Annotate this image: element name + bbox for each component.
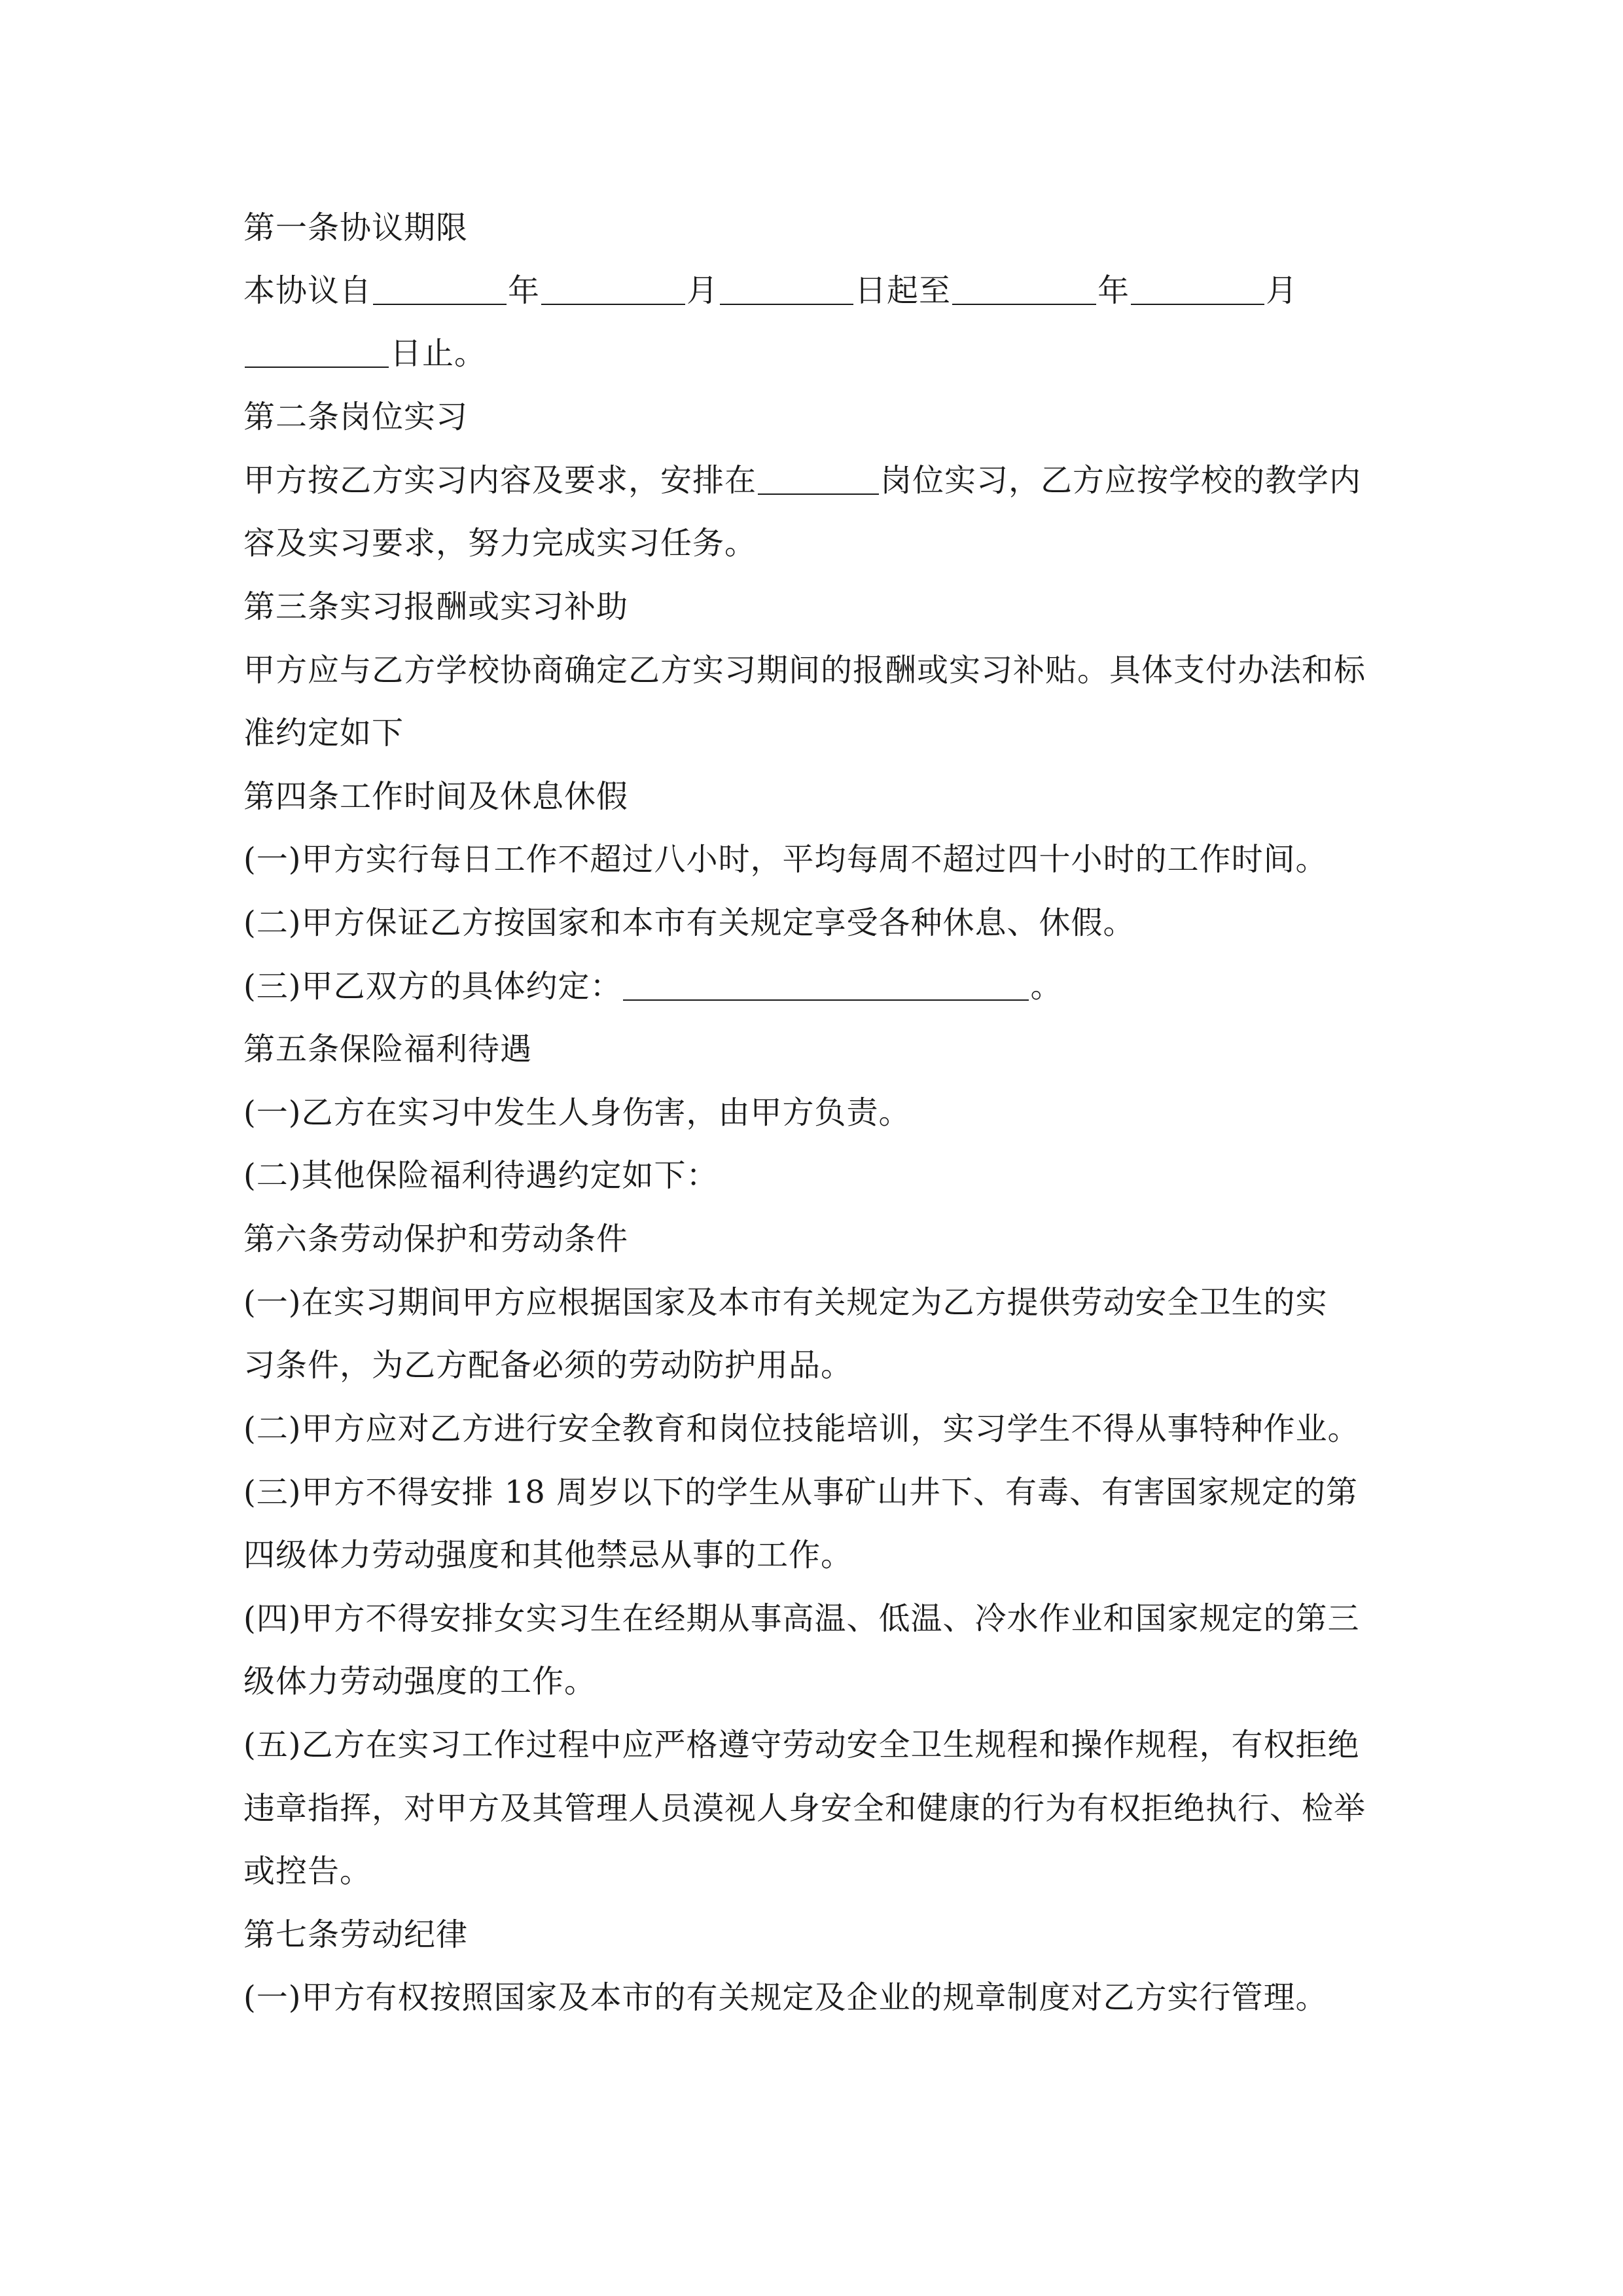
blank-field-start-month[interactable] bbox=[541, 278, 685, 305]
article-2-paragraph-line-1 bbox=[243, 461, 1361, 500]
text-segment: 年 bbox=[508, 272, 541, 309]
blank-field-end-year[interactable] bbox=[952, 278, 1096, 305]
text-segment: 日起至 bbox=[855, 272, 952, 309]
text-segment: 月 bbox=[687, 272, 719, 309]
text-segment: 本协议自 bbox=[243, 272, 372, 309]
article-6-item-4-line-1: (四)甲方不得安排女实习生在经期从事高温、低温、冷水作业和国家规定的第三 bbox=[243, 1600, 1360, 1637]
article-1-paragraph-line-2 bbox=[243, 334, 486, 373]
text-segment: (三)甲乙双方的具体约定： bbox=[243, 968, 622, 1005]
text-segment: 年 bbox=[1097, 272, 1130, 309]
article-6-item-5-line-2: 违章指挥，对甲方及其管理人员漠视人身安全和健康的行为有权拒绝执行、检举 bbox=[243, 1790, 1366, 1827]
article-6-title: 第六条劳动保护和劳动条件 bbox=[243, 1221, 629, 1257]
article-3-paragraph-line-2: 准约定如下 bbox=[243, 715, 404, 751]
text-segment: 甲方按乙方实习内容及要求，安排在 bbox=[243, 462, 757, 499]
blank-field-specific-agreement[interactable] bbox=[623, 973, 1029, 1001]
article-4-title: 第四条工作时间及休息休假 bbox=[243, 778, 629, 815]
blank-field-position[interactable] bbox=[758, 467, 879, 495]
article-4-item-2: (二)甲方保证乙方按国家和本市有关规定享受各种休息、休假。 bbox=[243, 905, 1135, 941]
article-6-item-2: (二)甲方应对乙方进行安全教育和岗位技能培训，实习学生不得从事特种作业。 bbox=[243, 1410, 1360, 1447]
article-7-title: 第七条劳动纪律 bbox=[243, 1916, 469, 1953]
article-6-item-4-line-2: 级体力劳动强度的工作。 bbox=[243, 1663, 597, 1700]
text-segment: 岗位实习，乙方应按学校的教学内 bbox=[880, 462, 1362, 499]
blank-field-start-day[interactable] bbox=[720, 278, 853, 305]
article-1-paragraph-line-1 bbox=[243, 271, 1298, 310]
text-segment: 日止。 bbox=[390, 335, 487, 372]
article-6-item-5-line-3: 或控告。 bbox=[243, 1853, 372, 1890]
article-5-title: 第五条保险福利待遇 bbox=[243, 1031, 533, 1067]
text-segment: 。 bbox=[1030, 968, 1063, 1005]
article-2-title: 第二条岗位实习 bbox=[243, 399, 469, 435]
article-3-paragraph-line-1: 甲方应与乙方学校协商确定乙方实习期间的报酬或实习补贴。具体支付办法和标 bbox=[243, 652, 1366, 689]
article-5-item-1: (一)乙方在实习中发生人身伤害，由甲方负责。 bbox=[243, 1094, 911, 1131]
article-6-item-3-line-2: 四级体力劳动强度和其他禁忌从事的工作。 bbox=[243, 1537, 853, 1573]
article-4-item-1: (一)甲方实行每日工作不超过八小时，平均每周不超过四十小时的工作时间。 bbox=[243, 841, 1328, 878]
article-2-paragraph-line-2: 容及实习要求，努力完成实习任务。 bbox=[243, 525, 757, 562]
article-6-item-1-line-1: (一)在实习期间甲方应根据国家及本市有关规定为乙方提供劳动安全卫生的实 bbox=[243, 1284, 1328, 1321]
article-4-item-3 bbox=[243, 967, 1062, 1006]
article-6-item-1-line-2: 习条件，为乙方配备必须的劳动防护用品。 bbox=[243, 1347, 853, 1384]
text-segment: 月 bbox=[1266, 272, 1298, 309]
article-1-title: 第一条协议期限 bbox=[243, 209, 469, 246]
article-7-item-1: (一)甲方有权按照国家及本市的有关规定及企业的规章制度对乙方实行管理。 bbox=[243, 1979, 1328, 2016]
blank-field-end-day[interactable] bbox=[245, 340, 389, 368]
blank-field-start-year[interactable] bbox=[373, 278, 507, 305]
article-3-title: 第三条实习报酬或实习补助 bbox=[243, 588, 629, 625]
article-6-item-3-line-1: (三)甲方不得安排 18 周岁以下的学生从事矿山井下、有毒、有害国家规定的第 bbox=[243, 1474, 1359, 1511]
article-5-item-2: (二)其他保险福利待遇约定如下： bbox=[243, 1157, 719, 1194]
article-6-item-5-line-1: (五)乙方在实习工作过程中应严格遵守劳动安全卫生规程和操作规程，有权拒绝 bbox=[243, 1727, 1360, 1763]
blank-field-end-month[interactable] bbox=[1131, 278, 1264, 305]
